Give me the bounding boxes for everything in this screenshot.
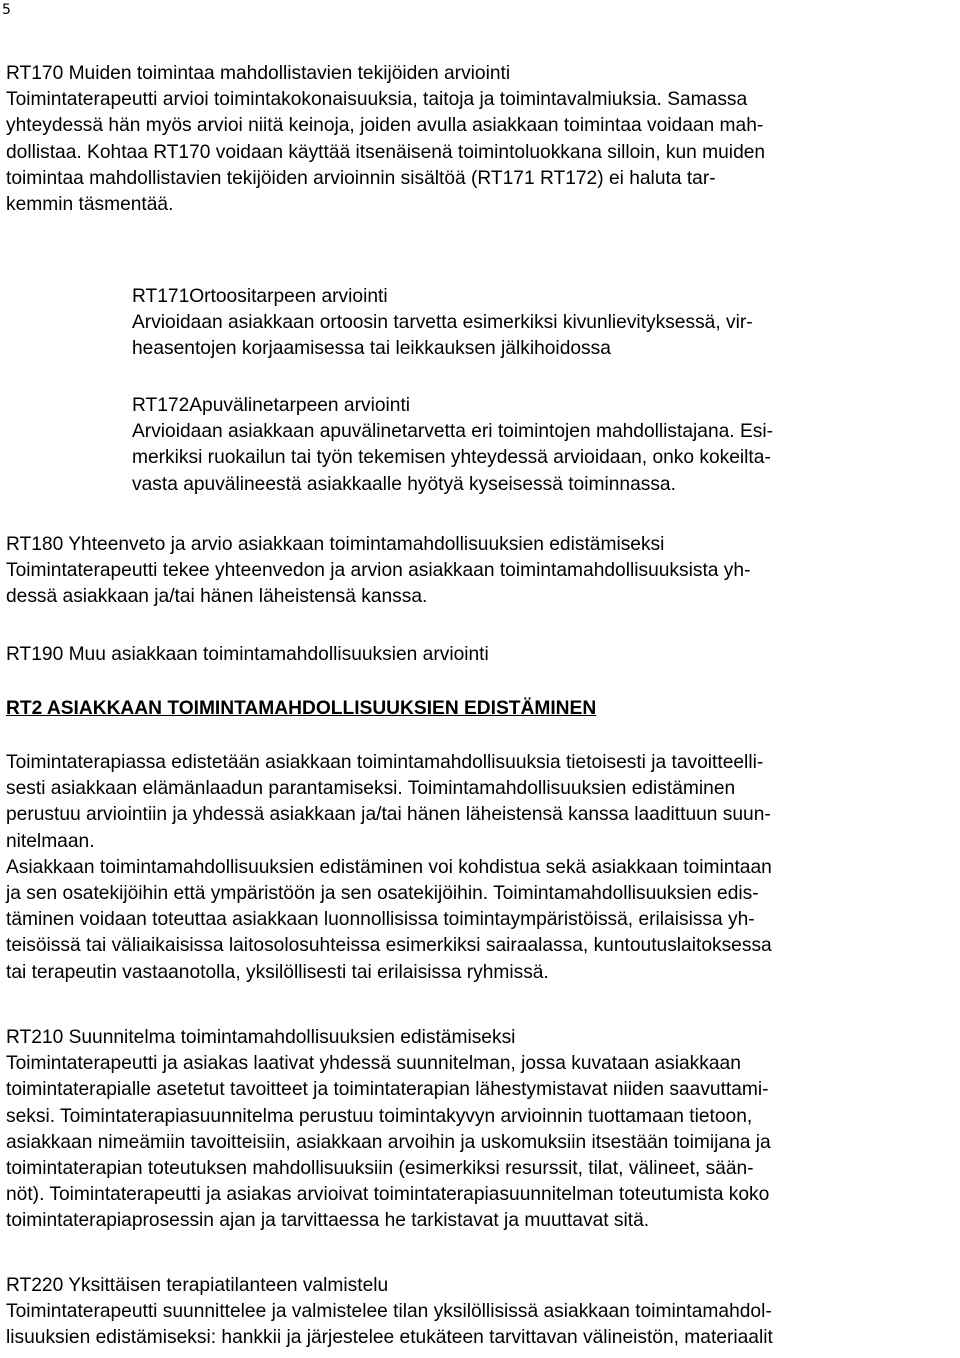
section-rt210-line: toimintaterapialle asetetut tavoitteet ja toimintaterapian lähestymistavat niiden saavuttami- <box>6 1079 769 1101</box>
section-rt220-line: Toimintaterapeutti suunnittelee ja valmistelee tilan yksilöllisissä asiakkaan toimintamahdol- <box>6 1301 772 1323</box>
section-rt2-heading: RT2 ASIAKKAAN TOIMINTAMAHDOLLISUUKSIEN EDISTÄMINEN <box>6 698 597 719</box>
section-rt180-line: dessä asiakkaan ja/tai hänen läheistensä kanssa. <box>6 586 428 608</box>
section-rt180-title: RT180 Yhteenveto ja arvio asiakkaan toimintamahdollisuuksien edistämiseksi <box>6 534 665 555</box>
section-rt210-line: toimintaterapian toteutuksen mahdollisuuksiin (esimerkiksi resurssit, tilat, välineet, sään- <box>6 1158 754 1180</box>
section-rt2-line: sesti asiakkaan elämänlaadun parantamiseksi. Toimintamahdollisuuksien edistäminen <box>6 778 736 800</box>
section-rt2-line: nitelmaan. <box>6 830 95 852</box>
section-rt2-line: Asiakkaan toimintamahdollisuuksien edistäminen voi kohdistua sekä asiakkaan toimintaan <box>6 856 772 878</box>
section-rt220-title: RT220 Yksittäisen terapiatilanteen valmistelu <box>6 1275 389 1296</box>
section-rt172-line: merkiksi ruokailun tai työn tekemisen yhteydessä arvioidaan, onko kokeilta- <box>132 447 771 469</box>
section-rt220-line: lisuuksien edistämiseksi: hankkii ja järjestelee etukäteen tarvittavan välineistön, materiaalit <box>6 1327 773 1349</box>
section-rt170-line: yhteydessä hän myös arvioi niitä keinoja, joiden avulla asiakkaan toimintaa voidaan mah- <box>6 115 764 137</box>
section-rt220 <box>6 1273 958 1352</box>
section-rt170-line: Toimintaterapeutti arvioi toimintakokonaisuuksia, taitoja ja toimintavalmiuksia. Samassa <box>6 89 748 111</box>
section-rt171-line: Arvioidaan asiakkaan ortoosin tarvetta esimerkiksi kivunlievityksessä, vir- <box>132 312 753 334</box>
section-rt171 <box>132 284 952 363</box>
section-rt190 <box>6 642 958 668</box>
section-rt180-line: Toimintaterapeutti tekee yhteenvedon ja arvion asiakkaan toimintamahdollisuuksista yh- <box>6 560 751 582</box>
section-rt170 <box>6 61 958 218</box>
section-rt170-line: dollistaa. Kohtaa RT170 voidaan käyttää itsenäisenä toimintoluokkana silloin, kun muiden <box>6 141 766 163</box>
section-rt172-title: RT172Apuvälinetarpeen arviointi <box>132 395 411 416</box>
section-rt210-line: toimintaterapiaprosessin ajan ja tarvittaessa he tarkistavat ja muuttavat sitä. <box>6 1210 650 1232</box>
section-rt170-title: RT170 Muiden toimintaa mahdollistavien tekijöiden arviointi <box>6 63 511 84</box>
section-rt2-line: Toimintaterapiassa edistetään asiakkaan toimintamahdollisuuksia tietoisesti ja tavoitteelli- <box>6 752 764 773</box>
section-rt171-title: RT171Ortoositarpeen arviointi <box>132 286 388 307</box>
section-rt2-line: tai terapeutin vastaanotolla, yksilöllisesti tai erilaisissa ryhmissä. <box>6 961 549 983</box>
section-rt210-title: RT210 Suunnitelma toimintamahdollisuuksien edistämiseksi <box>6 1027 516 1048</box>
section-rt172-line: Arvioidaan asiakkaan apuvälinetarvetta eri toimintojen mahdollistajana. Esi- <box>132 421 774 443</box>
section-rt2-line: teisöissä tai väliaikaisissa laitosolosuhteissa esimerkiksi sairaalassa, kuntoutuslaitoksessa <box>6 935 772 957</box>
section-rt170-line: kemmin täsmentää. <box>6 194 174 216</box>
section-rt2 <box>6 750 958 986</box>
section-rt170-line: toimintaa mahdollistavien tekijöiden arvioinnin sisältöä (RT171 RT172) ei haluta tar- <box>6 167 716 189</box>
page-number: 5 <box>2 2 11 18</box>
section-rt180 <box>6 532 958 611</box>
section-rt2-line: ja sen osatekijöihin että ympäristöön ja sen osatekijöihin. Toimintamahdollisuuksien edis- <box>6 883 759 905</box>
section-rt210-line: nöt). Toimintaterapeutti ja asiakas arvioivat toimintaterapiasuunnitelman toteutumista koko <box>6 1184 770 1206</box>
section-rt172-line: vasta apuvälineestä asiakkaalle hyötyä kyseisessä toiminnassa. <box>132 473 676 495</box>
section-rt2-heading-block <box>6 696 958 722</box>
section-rt210-line: seksi. Toimintaterapiasuunnitelma perustuu toimintakyvyn arvioinnin tuottamaan tietoon, <box>6 1105 753 1127</box>
section-rt2-line: täminen voidaan toteuttaa asiakkaan luonnollisissa toimintaympäristöissä, erilaisissa yh- <box>6 909 755 931</box>
section-rt210-line: asiakkaan nimeämiin tavoitteisiin, asiakkaan arvoihin ja uskomuksiin itsestään toimijana ja <box>6 1131 771 1153</box>
section-rt2-line: perustuu arviointiin ja yhdessä asiakkaan ja/tai hänen läheistensä kanssa laadittuun suun- <box>6 804 771 826</box>
section-rt210-line: Toimintaterapeutti ja asiakas laativat yhdessä suunnitelman, jossa kuvataan asiakkaan <box>6 1053 741 1075</box>
section-rt190-title: RT190 Muu asiakkaan toimintamahdollisuuksien arviointi <box>6 644 489 665</box>
section-rt172 <box>132 393 952 498</box>
section-rt210 <box>6 1025 958 1235</box>
section-rt171-line: heasentojen korjaamisessa tai leikkauksen jälkihoidossa <box>132 338 611 360</box>
